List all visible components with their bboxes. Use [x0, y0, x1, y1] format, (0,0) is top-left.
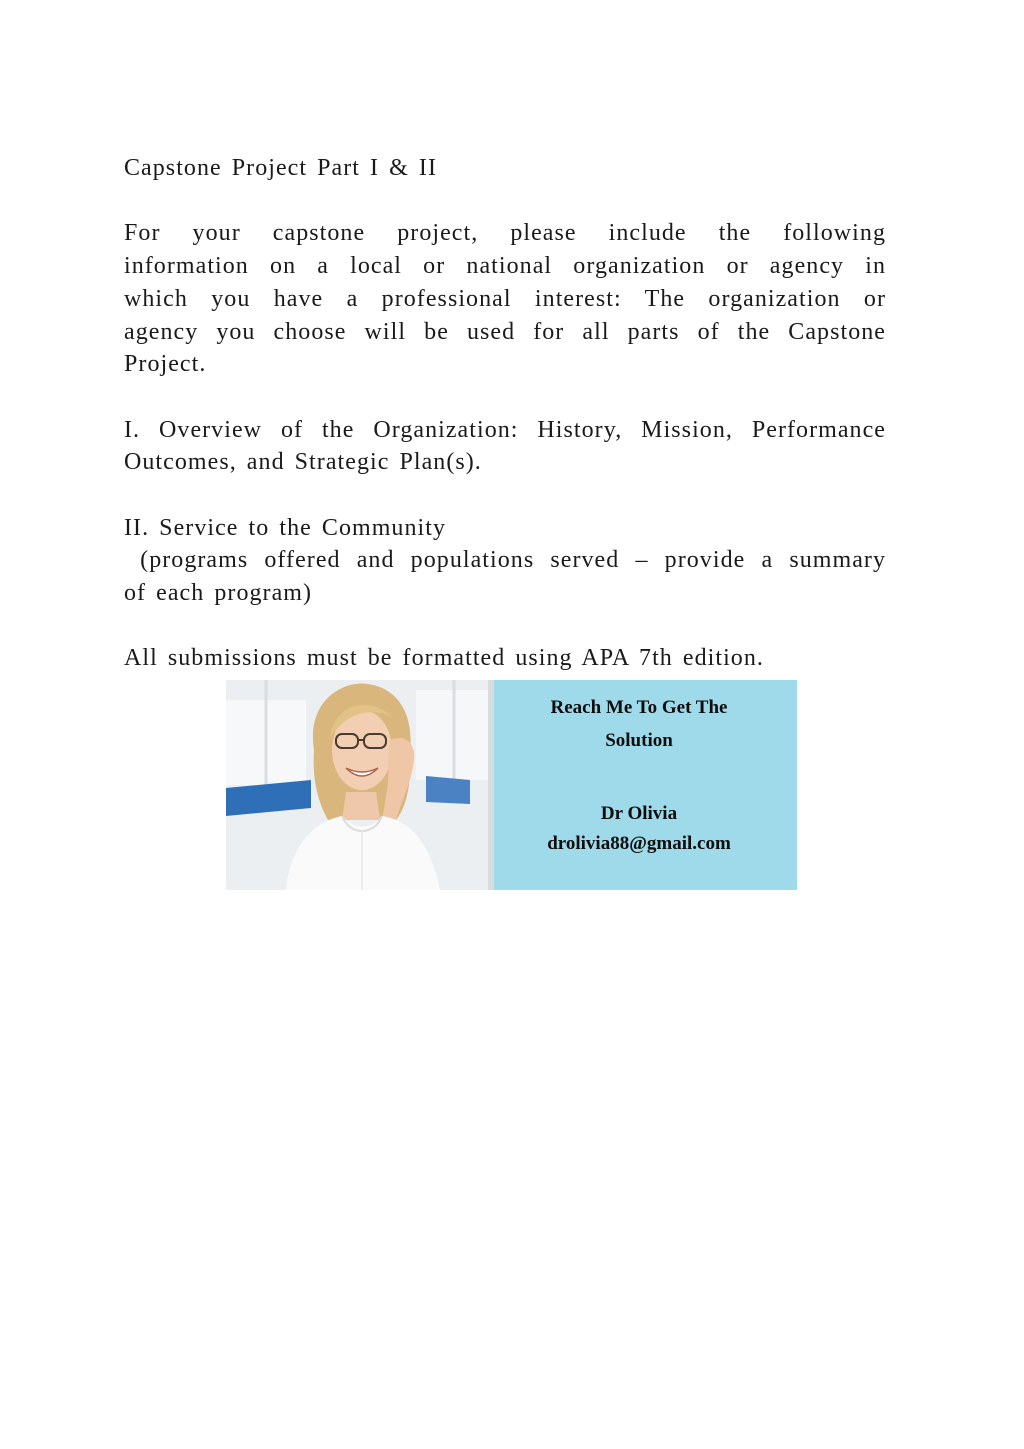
section-two-heading: II. Service to the Community — [124, 514, 447, 541]
woman-portrait-illustration — [226, 680, 494, 890]
section-one-line: I. Overview of the Organization: History, Mission, Performance — [124, 416, 886, 443]
contact-banner — [226, 680, 797, 890]
section-two-line: of each program) — [124, 580, 313, 607]
contact-info-panel — [494, 680, 797, 890]
banner-heading-line1: Reach Me To Get The — [550, 697, 728, 718]
contact-email[interactable]: drolivia88@gmail.com — [547, 833, 731, 854]
intro-line: Project. — [124, 351, 207, 378]
banner-heading-line2: Solution — [605, 730, 673, 751]
section-one-line: Outcomes, and Strategic Plan(s). — [124, 449, 482, 476]
woman-photo — [226, 680, 494, 890]
intro-line: information on a local or national organization or agency in — [124, 253, 886, 280]
contact-name: Dr Olivia — [600, 803, 678, 824]
intro-line: which you have a professional interest: The organization or — [124, 285, 886, 312]
closing-note: All submissions must be formatted using APA 7th edition. — [124, 645, 764, 672]
intro-line: agency you choose will be used for all parts of the Capstone — [124, 318, 886, 345]
intro-line: For your capstone project, please include the following — [124, 220, 886, 247]
document-body — [124, 152, 888, 675]
document-title: Capstone Project Part I & II — [124, 155, 438, 181]
section-two-line: (programs offered and populations served – provide a summary — [124, 547, 886, 574]
